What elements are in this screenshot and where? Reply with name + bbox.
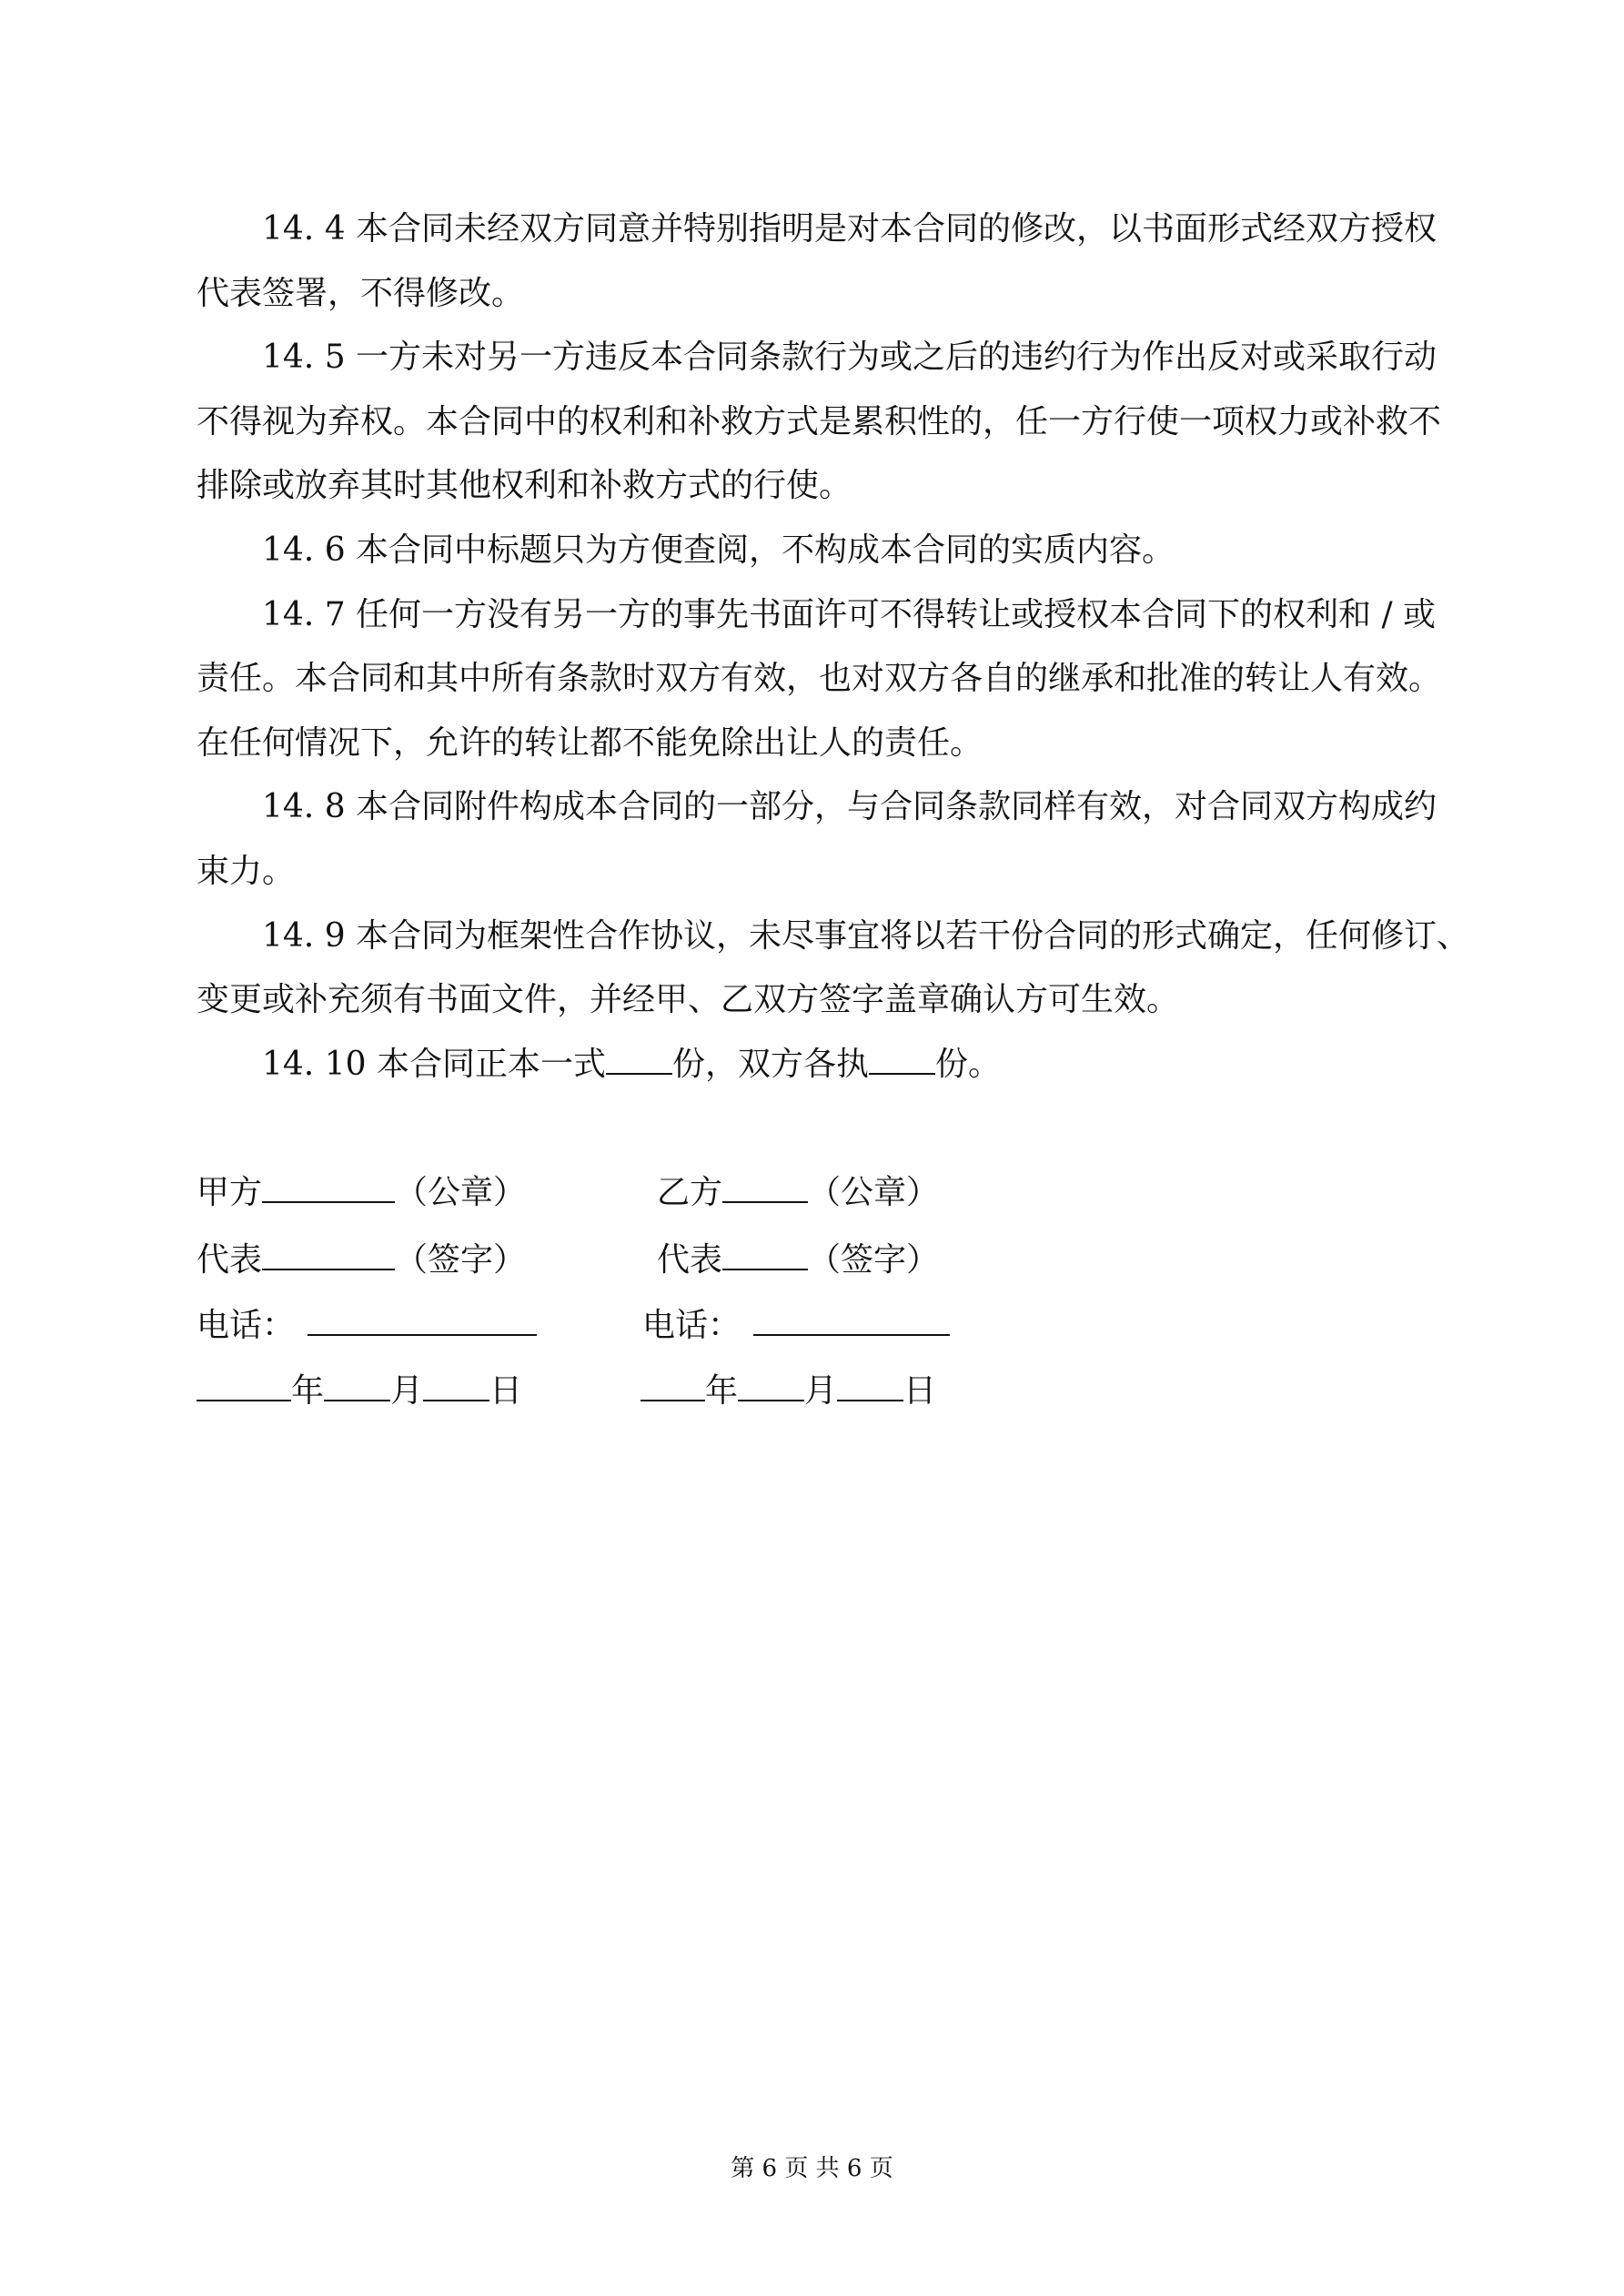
party-a-seal-row <box>197 1167 526 1213</box>
year-label: 年 <box>705 1372 739 1410</box>
day-label: 日 <box>489 1372 523 1410</box>
clause-line: 14. 6 本合同中标题只为方便查阅，不构成本合同的实质内容。 <box>262 531 1175 569</box>
party-b-phone-row <box>642 1300 950 1346</box>
clause-text: 份。 <box>934 1045 1001 1083</box>
month-label: 月 <box>804 1372 838 1410</box>
clause-line: 14. 7 任何一方没有另一方的事先书面许可不得转让或授权本合同下的权利和 / 或 <box>262 595 1437 633</box>
clause-line: 代表签署，不得修改。 <box>197 274 525 312</box>
clause-14-5 <box>197 326 1443 519</box>
party-a-label: 甲方 <box>197 1174 263 1211</box>
party-b-seal-row <box>657 1167 939 1213</box>
clause-14-8 <box>197 775 1443 904</box>
day-blank[interactable] <box>423 1372 489 1401</box>
year-blank[interactable] <box>197 1372 291 1401</box>
rep-label: 代表 <box>657 1241 723 1279</box>
phone-label: 电话： <box>197 1307 296 1344</box>
copies-each-blank[interactable] <box>869 1046 935 1075</box>
party-a-phone-row <box>197 1300 537 1346</box>
seal-label: （公章） <box>808 1174 940 1211</box>
clause-line: 责任。本合同和其中所有条款时双方有效，也对双方各自的继承和批准的转让人有效。 <box>197 660 1442 698</box>
clause-line: 14. 9 本合同为框架性合作协议，未尽事宜将以若干份合同的形式确定，任何修订、 <box>262 916 1470 955</box>
page-number: 第 6 页 共 6 页 <box>731 2155 893 2182</box>
clause-14-4 <box>197 197 1443 326</box>
clause-line: 束力。 <box>197 852 296 890</box>
year-label: 年 <box>291 1372 325 1410</box>
party-b-label: 乙方 <box>657 1174 723 1211</box>
clause-line: 在任何情况下，允许的转让都不能免除出让人的责任。 <box>197 723 983 762</box>
phone-label: 电话： <box>642 1307 741 1344</box>
clause-line: 14. 8 本合同附件构成本合同的一部分，与合同条款同样有效，对合同双方构成约 <box>262 788 1437 826</box>
rep-label: 代表 <box>197 1241 263 1279</box>
copies-total-blank[interactable] <box>606 1046 672 1075</box>
day-label: 日 <box>903 1372 937 1410</box>
party-b-date-row <box>641 1365 936 1411</box>
clause-line: 排除或放弃其时其他权利和补救方式的行使。 <box>197 467 852 505</box>
party-a-date-row <box>197 1365 522 1411</box>
party-b-blank[interactable] <box>722 1174 808 1203</box>
party-b-phone-blank[interactable] <box>753 1307 950 1336</box>
clause-line: 不得视为弃权。本合同中的权利和补救方式是累积性的，任一方行使一项权力或补救不 <box>197 402 1442 440</box>
sign-label: （签字） <box>395 1241 527 1279</box>
month-blank[interactable] <box>324 1372 390 1401</box>
party-a-rep-row <box>197 1234 526 1280</box>
party-a-rep-blank[interactable] <box>262 1241 395 1270</box>
clause-line: 14. 5 一方未对另一方违反本合同条款行为或之后的违约行为作出反对或采取行动 <box>262 339 1437 377</box>
party-a-phone-blank[interactable] <box>308 1307 537 1336</box>
clause-line: 变更或补充须有书面文件，并经甲、乙双方签字盖章确认方可生效。 <box>197 981 1180 1019</box>
clause-text: 14. 10 本合同正本一式 <box>262 1045 606 1083</box>
contract-body <box>197 197 1470 1097</box>
clause-14-10 <box>197 1033 1443 1097</box>
seal-label: （公章） <box>395 1174 527 1211</box>
clause-line: 14. 4 本合同未经双方同意并特别指明是对本合同的修改，以书面形式经双方授权 <box>262 210 1437 248</box>
sign-label: （签字） <box>808 1241 940 1279</box>
month-label: 月 <box>390 1372 424 1410</box>
day-blank[interactable] <box>837 1372 903 1401</box>
party-b-rep-row <box>657 1234 939 1280</box>
clause-text: 份，双方各执 <box>671 1045 869 1083</box>
year-blank[interactable] <box>641 1372 705 1401</box>
clause-14-9 <box>197 905 1470 1033</box>
party-a-blank[interactable] <box>262 1174 395 1203</box>
clause-14-7 <box>197 583 1443 776</box>
month-blank[interactable] <box>738 1372 804 1401</box>
clause-14-6 <box>197 519 1443 583</box>
party-b-rep-blank[interactable] <box>722 1241 808 1270</box>
